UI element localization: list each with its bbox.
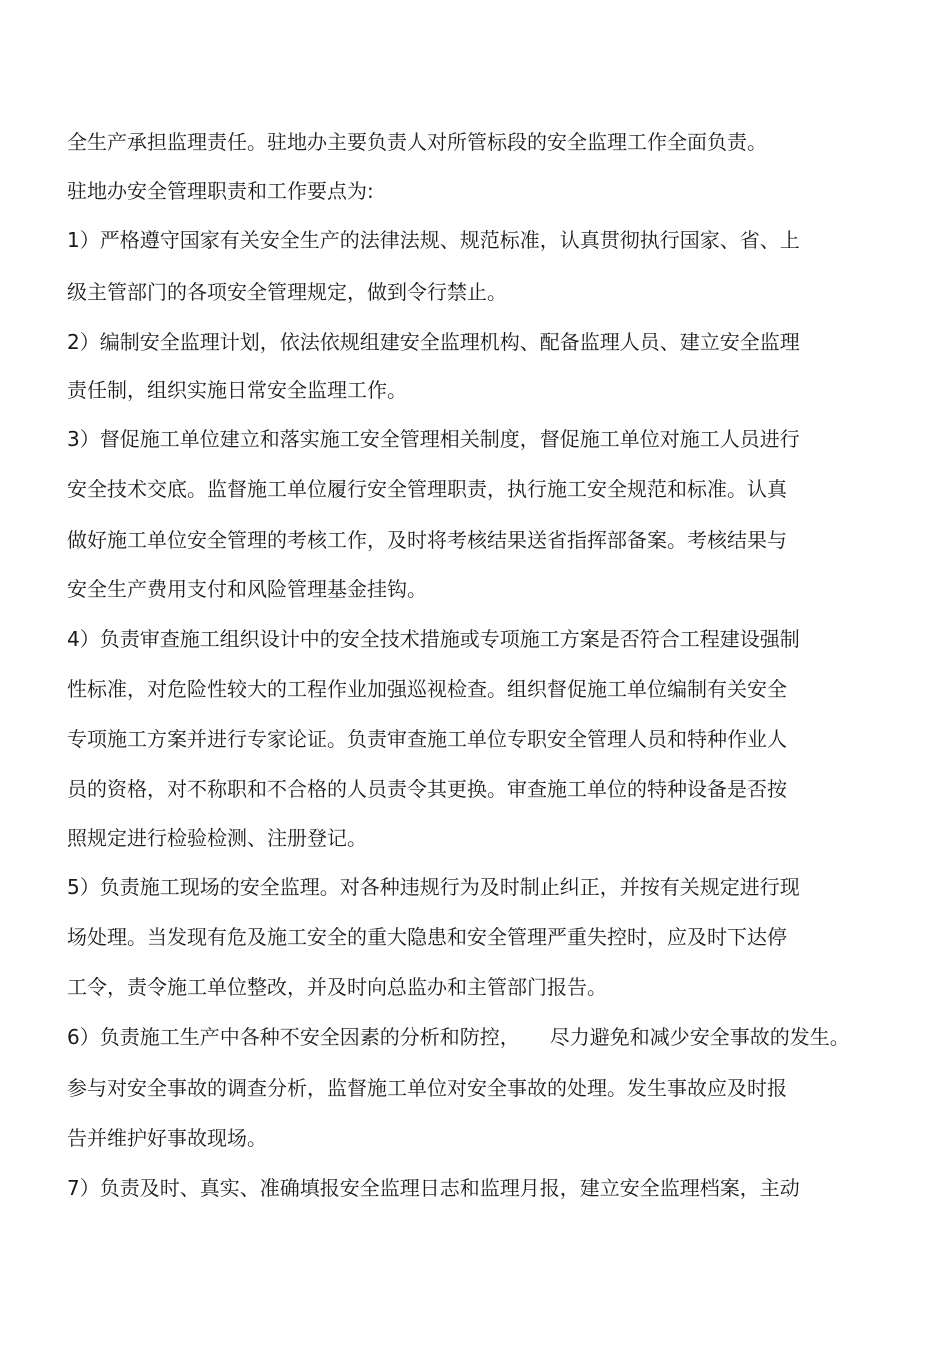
text-line: 告并维护好事故现场。 (67, 1126, 267, 1150)
text-line: 3）督促施工单位建立和落实施工安全管理相关制度，督促施工单位对施工人员进行 (67, 427, 800, 451)
text-line: 4）负责审查施工组织设计中的安全技术措施或专项施工方案是否符合工程建设强制 (67, 627, 800, 651)
text-line: 安全技术交底。监督施工单位履行安全管理职责，执行施工安全规范和标准。认真 (67, 477, 787, 501)
text-line: 安全生产费用支付和风险管理基金挂钩。 (67, 577, 427, 601)
text-line: 全生产承担监理责任。驻地办主要负责人对所管标段的安全监理工作全面负责。 (67, 130, 767, 154)
text-line: 责任制，组织实施日常安全监理工作。 (67, 378, 407, 402)
text-line: 级主管部门的各项安全管理规定，做到令行禁止。 (67, 280, 507, 304)
text-line: 参与对安全事故的调查分析，监督施工单位对安全事故的处理。发生事故应及时报 (67, 1076, 787, 1100)
text-line: 性标准，对危险性较大的工程作业加强巡视检查。组织督促施工单位编制有关安全 (67, 677, 787, 701)
text-line: 员的资格，对不称职和不合格的人员责令其更换。审查施工单位的特种设备是否按 (67, 777, 787, 801)
text-line: 2）编制安全监理计划，依法依规组建安全监理机构、配备监理人员、建立安全监理 (67, 330, 800, 354)
text-line: 驻地办安全管理职责和工作要点为: (67, 179, 374, 203)
text-line: 5）负责施工现场的安全监理。对各种违规行为及时制止纠正，并按有关规定进行现 (67, 875, 800, 899)
text-line: 7）负责及时、真实、准确填报安全监理日志和监理月报，建立安全监理档案，主动 (67, 1176, 800, 1200)
text-line: 照规定进行检验检测、注册登记。 (67, 826, 367, 850)
text-line: 1）严格遵守国家有关安全生产的法律法规、规范标准，认真贯彻执行国家、省、上 (67, 228, 800, 252)
text-line: 6）负责施工生产中各种不安全因素的分析和防控， 尽力避免和减少安全事故的发生。 (67, 1025, 850, 1049)
text-line: 场处理。当发现有危及施工安全的重大隐患和安全管理严重失控时，应及时下达停 (67, 925, 787, 949)
text-line: 工令，责令施工单位整改，并及时向总监办和主管部门报告。 (67, 975, 607, 999)
text-line: 做好施工单位安全管理的考核工作，及时将考核结果送省指挥部备案。考核结果与 (67, 528, 787, 552)
text-line: 专项施工方案并进行专家论证。负责审查施工单位专职安全管理人员和特种作业人 (67, 727, 787, 751)
